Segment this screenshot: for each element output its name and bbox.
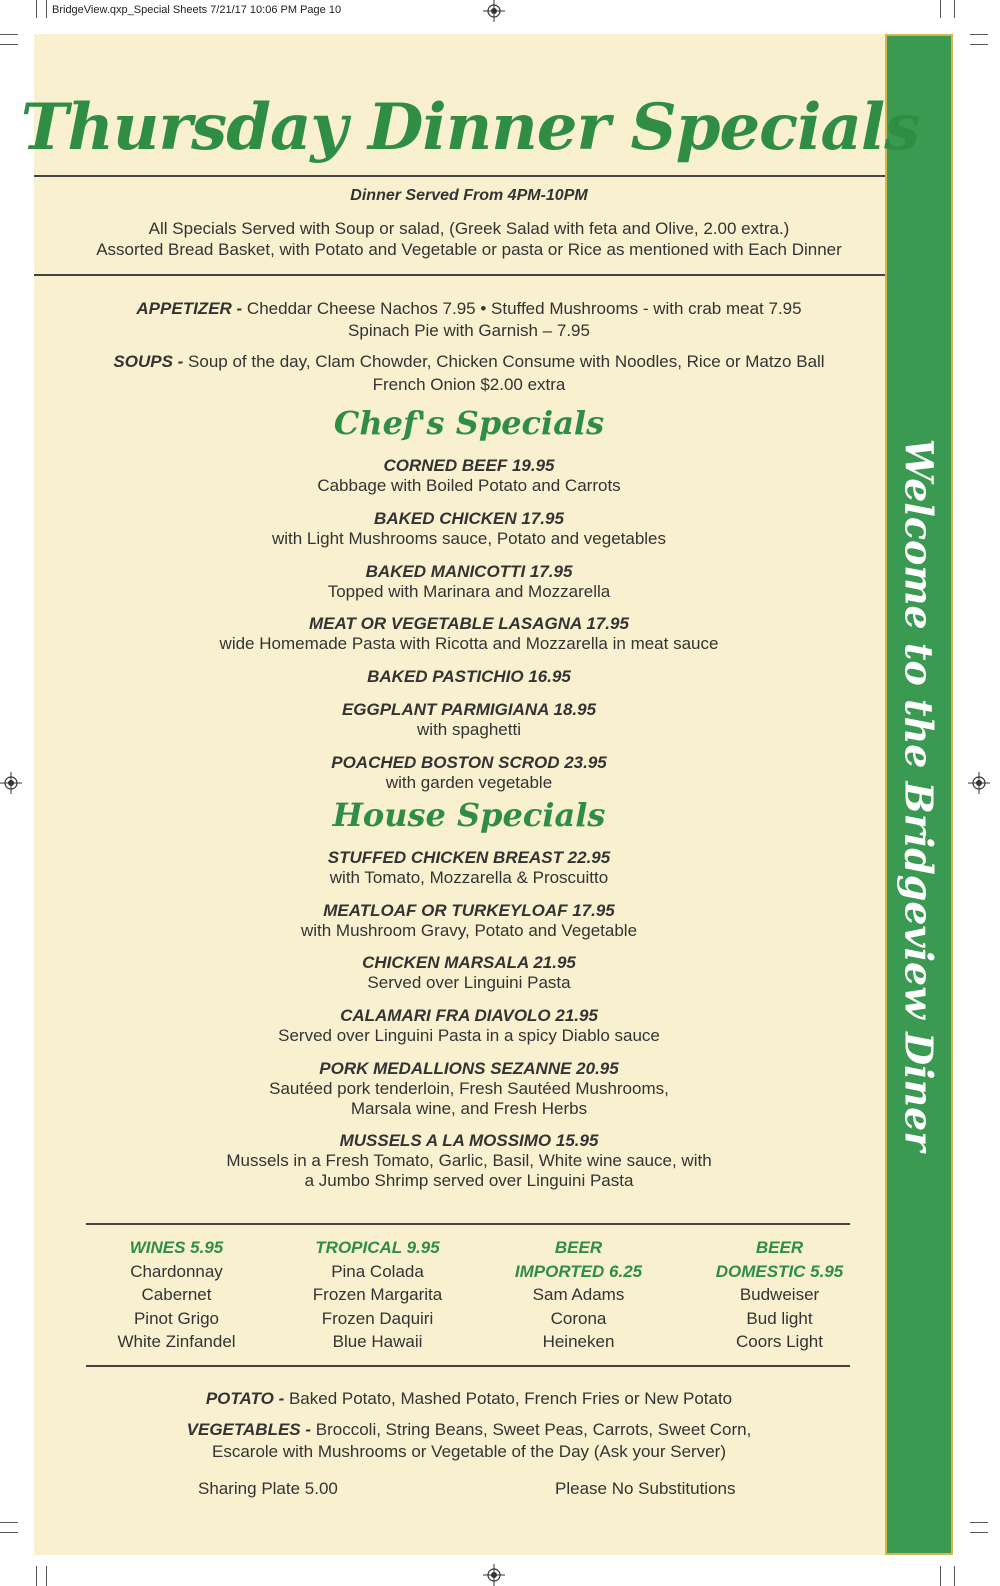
intro-text <box>34 218 904 260</box>
crop-mark <box>970 1522 988 1523</box>
menu-item <box>34 901 904 941</box>
menu-item <box>34 562 904 602</box>
crop-mark <box>954 0 955 18</box>
vegetables-text: Escarole with Mushrooms or Vegetable of the Day (Ask your Server) <box>212 1442 726 1461</box>
menu-item-description: Served over Linguini Pasta <box>367 973 571 992</box>
drink-heading: TROPICAL 9.95 <box>315 1238 440 1257</box>
divider <box>86 1223 850 1225</box>
soups-label: SOUPS - <box>113 352 184 371</box>
no-substitutions: Please No Substitutions <box>555 1479 736 1498</box>
menu-item-description: a Jumbo Shrimp served over Linguini Pasta <box>304 1171 634 1190</box>
drink-item: Bud light <box>746 1308 813 1328</box>
drink-item: Frozen Daquiri <box>321 1308 434 1328</box>
drink-item: Budweiser <box>739 1285 820 1304</box>
soups-section <box>34 350 904 396</box>
vegetables-section <box>34 1419 904 1463</box>
drink-item: Coors Light <box>736 1332 823 1351</box>
menu-item <box>34 953 904 993</box>
appetizer-section <box>34 298 904 342</box>
menu-item-name: CALAMARI FRA DIAVOLO 21.95 <box>340 1006 598 1025</box>
sharing-plate: Sharing Plate 5.00 <box>198 1479 338 1498</box>
potato-text: Baked Potato, Mashed Potato, French Fries or New Potato <box>284 1389 733 1408</box>
drink-column <box>76 1236 277 1354</box>
chefs-specials-heading: Chef's Specials <box>333 404 605 442</box>
menu-item-description: with Light Mushrooms sauce, Potato and vegetables <box>271 529 667 548</box>
menu-item-description: Mussels in a Fresh Tomato, Garlic, Basil, White wine sauce, with <box>226 1151 712 1170</box>
drink-column <box>277 1236 478 1354</box>
menu-item <box>34 1131 904 1191</box>
menu-item-description: Served over Linguini Pasta in a spicy Diablo sauce <box>278 1026 660 1045</box>
menu-item <box>34 667 904 687</box>
drink-heading: IMPORTED 6.25 <box>514 1261 643 1281</box>
crop-mark <box>0 1522 18 1523</box>
menu-item <box>34 848 904 888</box>
intro-line: Assorted Bread Basket, with Potato and Vegetable or pasta or Rice as mentioned with Each Dinner <box>96 240 842 259</box>
soups-text: Soup of the day, Clam Chowder, Chicken Consume with Noodles, Rice or Matzo Ball <box>183 352 825 371</box>
menu-item <box>34 614 904 654</box>
menu-item <box>34 753 904 793</box>
drink-heading: DOMESTIC 5.95 <box>715 1261 844 1281</box>
divider <box>86 1365 850 1367</box>
crop-mark <box>46 1566 47 1586</box>
menu-item-name: POACHED BOSTON SCROD 23.95 <box>331 753 607 772</box>
drink-column <box>478 1236 679 1354</box>
drink-heading: BEER <box>755 1238 804 1257</box>
menu-item-description: Sautéed pork tenderloin, Fresh Sautéed Mushrooms, <box>269 1079 669 1098</box>
crop-mark <box>46 0 47 18</box>
crop-mark <box>36 1566 37 1586</box>
crop-mark <box>36 0 37 18</box>
registration-mark-icon <box>968 772 990 794</box>
sidebar-welcome-text: Welcome to the Bridgeview Diner <box>896 438 942 1151</box>
house-specials-heading: House Specials <box>332 796 606 834</box>
appetizer-text: Cheddar Cheese Nachos 7.95 • Stuffed Mushrooms - with crab meat 7.95 <box>242 299 802 318</box>
print-slug: BridgeView.qxp_Special Sheets 7/21/17 10:06 PM Page 10 <box>52 4 342 16</box>
menu-item-description: with Tomato, Mozzarella & Proscuitto <box>329 868 609 887</box>
drink-item: White Zinfandel <box>117 1332 236 1351</box>
crop-mark <box>940 1566 941 1586</box>
menu-item-name: BAKED CHICKEN 17.95 <box>374 509 564 528</box>
menu-item-name: BAKED PASTICHIO 16.95 <box>367 667 571 686</box>
menu-item <box>34 700 904 740</box>
crop-mark <box>970 44 988 45</box>
drink-item: Pina Colada <box>331 1261 424 1281</box>
menu-item <box>34 456 904 496</box>
menu-item-name: MEATLOAF OR TURKEYLOAF 17.95 <box>323 901 615 920</box>
crop-mark <box>940 0 941 18</box>
page-title: Thursday Dinner Specials <box>20 90 920 165</box>
registration-mark-icon <box>483 0 505 22</box>
menu-item-name: EGGPLANT PARMIGIANA 18.95 <box>341 700 597 719</box>
menu-item-description: with garden vegetable <box>385 773 553 792</box>
crop-mark <box>0 34 18 35</box>
drink-item: Pinot Grigo <box>133 1308 220 1328</box>
intro-line: All Specials Served with Soup or salad, (Greek Salad with feta and Olive, 2.00 extra.) <box>148 219 790 238</box>
crop-mark <box>970 1532 988 1533</box>
menu-item-description: with spaghetti <box>417 720 521 739</box>
drink-item: Frozen Margarita <box>312 1285 443 1304</box>
appetizer-text: Spinach Pie with Garnish – 7.95 <box>348 321 590 340</box>
potato-label: POTATO - <box>205 1389 285 1408</box>
menu-item-name: BAKED MANICOTTI 17.95 <box>365 562 573 581</box>
menu-item <box>34 1059 904 1119</box>
menu-item-description: with Mushroom Gravy, Potato and Vegetable <box>300 921 638 940</box>
menu-item-description: Marsala wine, and Fresh Herbs <box>350 1099 588 1118</box>
drinks-section <box>76 1236 880 1354</box>
menu-item-name: MEAT OR VEGETABLE LASAGNA 17.95 <box>309 614 629 633</box>
drink-heading: WINES 5.95 <box>129 1238 224 1257</box>
registration-mark-icon <box>483 1564 505 1586</box>
registration-mark-icon <box>0 772 22 794</box>
crop-mark <box>954 1566 955 1586</box>
menu-item <box>34 1006 904 1046</box>
menu-item-name: PORK MEDALLIONS SEZANNE 20.95 <box>319 1059 619 1078</box>
menu-item <box>34 509 904 549</box>
crop-mark <box>0 1532 18 1533</box>
drink-heading: BEER <box>554 1238 603 1257</box>
drink-column <box>679 1236 880 1354</box>
appetizer-label: APPETIZER - <box>136 299 243 318</box>
divider <box>34 274 885 276</box>
drink-item: Sam Adams <box>532 1285 625 1304</box>
welcome-sidebar <box>885 34 953 1555</box>
menu-item-description: wide Homemade Pasta with Ricotta and Mozzarella in meat sauce <box>219 634 719 653</box>
vegetables-text: Broccoli, String Beans, Sweet Peas, Carrots, Sweet Corn, <box>311 1420 752 1439</box>
drink-item: Chardonnay <box>130 1261 223 1281</box>
menu-item-name: STUFFED CHICKEN BREAST 22.95 <box>327 848 611 867</box>
menu-item-name: CORNED BEEF 19.95 <box>383 456 555 475</box>
soups-text: French Onion $2.00 extra <box>372 375 566 394</box>
menu-item-description: Topped with Marinara and Mozzarella <box>327 582 611 601</box>
crop-mark <box>0 44 18 45</box>
divider <box>34 175 885 177</box>
menu-item-name: MUSSELS A LA MOSSIMO 15.95 <box>339 1131 599 1150</box>
vegetables-label: VEGETABLES - <box>186 1420 312 1439</box>
menu-item-name: CHICKEN MARSALA 21.95 <box>362 953 576 972</box>
drink-item: Corona <box>550 1308 607 1328</box>
potato-section <box>34 1388 904 1410</box>
drink-item: Cabernet <box>141 1285 212 1304</box>
menu-item-description: Cabbage with Boiled Potato and Carrots <box>317 476 621 495</box>
crop-mark <box>970 34 988 35</box>
served-hours: Dinner Served From 4PM-10PM <box>350 187 588 204</box>
drink-item: Blue Hawaii <box>332 1332 423 1351</box>
drink-item: Heineken <box>542 1332 615 1351</box>
